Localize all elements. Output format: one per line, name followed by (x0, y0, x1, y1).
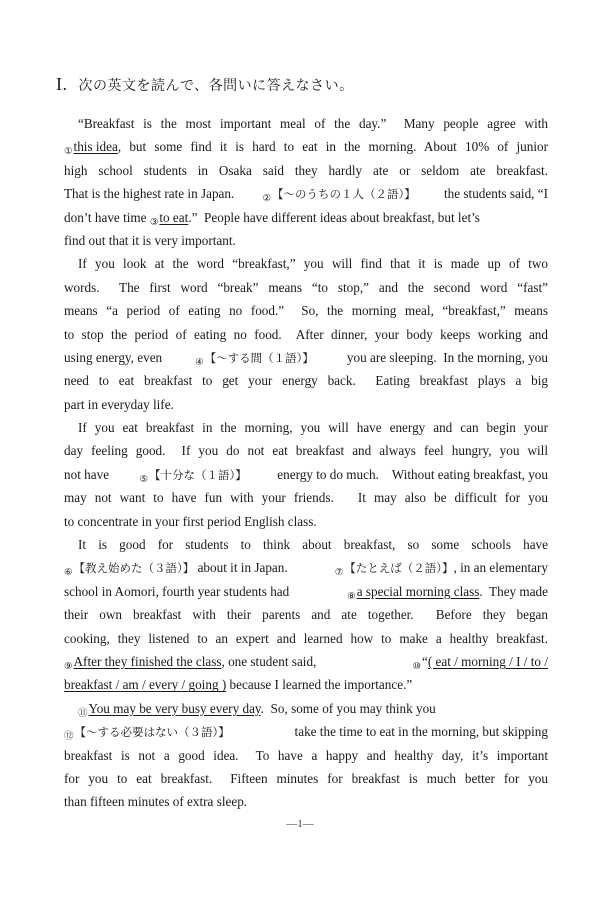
question-marker: ⑥ (64, 568, 73, 579)
blank-hint: 【～のうちの１人（２語）】 (272, 187, 416, 202)
passage-line: $_⑨$After they finished the class, one student said, $_⑩$“( eat / morning / I / to / (64, 653, 548, 672)
question-marker: ⑫ (64, 732, 74, 743)
question-marker: ③ (149, 217, 159, 228)
passage-line: part in everyday life. (64, 396, 174, 412)
instruction-text: 次の英文を読んで、各問いに答えなさい。 (78, 78, 354, 94)
passage-line: words. The first word “break” means “to stop,” and the second word “fast” (64, 279, 548, 295)
passage-line: “Breakfast is the most important meal of the day.” Many people agree with (78, 116, 548, 131)
passage-line: $_⑥$【教え始めた（３語）】 about it in Japan. $_⑦$【たとえば（２語）】, in an elementary (64, 560, 548, 579)
passage-line: breakfast / am / every / going ) because I learned the importance.” (64, 677, 413, 693)
blank-hint: 【十分な（１語）】 (149, 467, 247, 482)
blank-hint: 【教え始めた（３語）】 (73, 561, 195, 576)
passage-line: ① this idea , but some find it is hard to eat in the morning. About 10% of junior (64, 135, 548, 158)
passage-line: breakfast is not a good idea. To have a happy and healthy day, it’s important (64, 747, 548, 763)
passage-line: don’t have time ③ to eat .” People have different ideas about breakfast, but let’s (64, 206, 548, 229)
passage-line: may not want to have fun with your friends. It may also be difficult for you (64, 490, 548, 506)
blank-hint: 【～する必要はない（３語）】 (74, 725, 230, 740)
passage-line: school in Aomori, fourth year students had $_⑧$a special morning class. They made (64, 583, 548, 602)
passage-line: to concentrate in your first period English class. (64, 513, 317, 529)
question-marker: ⑧ (347, 591, 356, 602)
passage-line: using energy, even $_④$【～する間（１語）】 you are sleeping. In the morning, you (64, 349, 548, 368)
section-heading (56, 74, 354, 95)
section-numeral: I. (56, 74, 68, 94)
question-marker: ⑦ (334, 568, 344, 579)
question-marker: ⑤ (139, 474, 149, 485)
passage-line: That is the highest rate in Japan. $_②$【～のうちの１人（２語）】 the students said, “I (64, 186, 548, 205)
blank-hint: 【～する間（１語）】 (204, 350, 314, 365)
underlined-phrase: to eat (159, 209, 189, 225)
underlined-phrase: a special morning class (356, 583, 480, 599)
page-number: —1— (286, 818, 314, 830)
passage-line: day feeling good. If you do not eat breakfast and always feel hungry, you will (64, 443, 548, 459)
passage-line: than fifteen minutes of extra sleep. (64, 794, 248, 810)
passage-line: $_⑫$【～する必要はない（３語）】 take the time to eat in the morning, but skipping (64, 724, 548, 743)
blank-hint: 【たとえば（２語）】 (344, 561, 454, 576)
passage-line: means “a period of eating no food.” So, the morning meal, “breakfast,” means (64, 303, 548, 319)
passage-line: It is good for students to think about breakfast, so some schools have (78, 537, 548, 553)
question-marker: ⑩ (412, 661, 421, 672)
underlined-phrase: After they finished the class (73, 653, 222, 669)
passage-line: high school students in Osaka said they hardly ate or seldom ate breakfast. (64, 162, 548, 178)
underlined-phrase: You may be very busy every day (88, 700, 261, 716)
passage-line: $_⑪$You may be very busy every day. So, some of you may think you (78, 700, 436, 719)
question-marker: ② (262, 194, 272, 205)
passage-line: If you look at the word “breakfast,” you will find that it is made up of two (78, 256, 548, 272)
underlined-phrase: this idea (73, 139, 118, 155)
passage-line: for you to eat breakfast. Fifteen minutes for breakfast is much better for you (64, 770, 548, 786)
question-marker: ④ (195, 357, 204, 368)
passage-line: to stop the period of eating no food. After dinner, your body keeps working and (64, 326, 548, 342)
passage-line: not have $_⑤$【十分な（１語）】 energy to do much. Without eating breakfast, you (64, 466, 548, 485)
question-marker: ⑨ (64, 661, 73, 672)
word-order-choices: ( eat / morning / I / to / (427, 653, 548, 669)
passage-line: their own breakfast with their parents and ate together. Before they began (64, 607, 548, 623)
passage-line: cooking, they listened to an expert and learned how to make a healthy breakfast. (64, 630, 548, 646)
question-marker: ① (64, 147, 73, 158)
passage-line: need to eat breakfast to get your energy back. Eating breakfast plays a big (64, 373, 548, 389)
passage-line: If you eat breakfast in the morning, you will have energy and can begin your (78, 420, 548, 436)
reading-passage (64, 112, 548, 814)
word-order-choices: breakfast / am / every / going ) (64, 677, 227, 693)
passage-line: find out that it is very important. (64, 232, 236, 248)
question-marker: ⑪ (78, 708, 88, 719)
